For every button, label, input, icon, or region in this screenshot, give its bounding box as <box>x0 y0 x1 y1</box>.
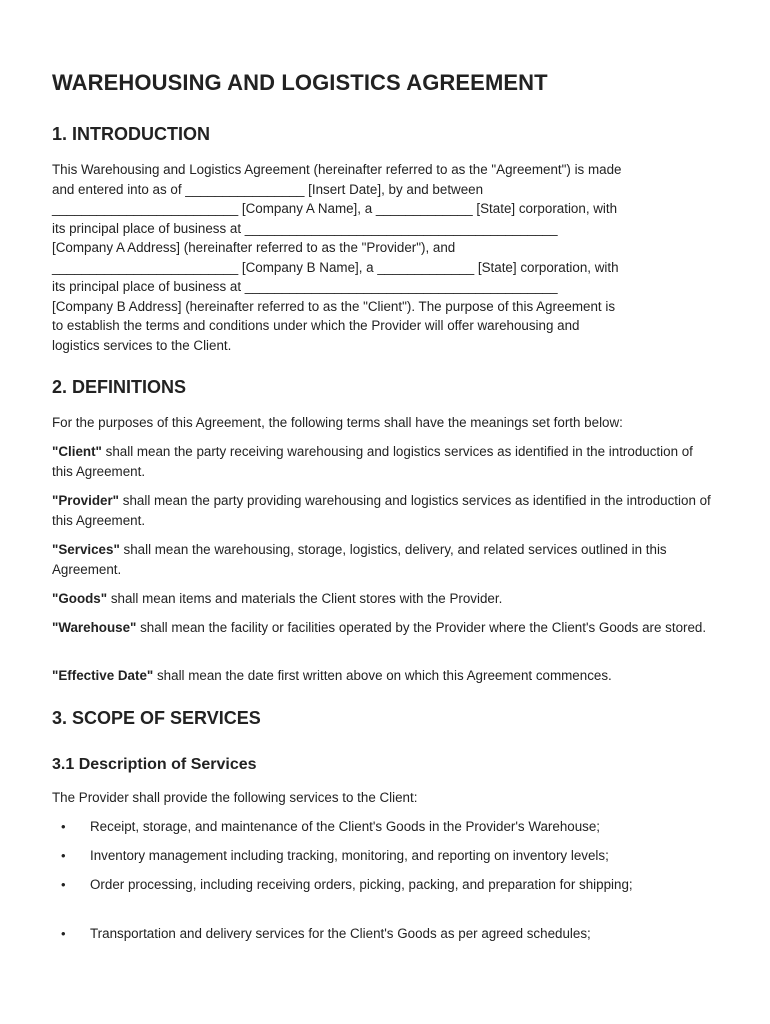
section-heading-scope: 3. SCOPE OF SERVICES <box>52 708 261 728</box>
list-item-text: Transportation and delivery services for the Client's Goods as per agreed schedules; <box>90 926 591 941</box>
introduction-line: [Company B Address] (hereinafter referred to as the "Client"). The purpose of this Agreement is <box>52 298 616 314</box>
services-intro: The Provider shall provide the following services to the Client: <box>52 790 418 805</box>
definition-text: shall mean the warehousing, storage, logistics, delivery, and related services outlined in this Agreement. <box>52 542 667 577</box>
bullet-icon: • <box>61 877 66 892</box>
definition-text: shall mean the facility or facilities operated by the Provider where the Client's Goods are stored. <box>136 620 707 635</box>
definition-term: "Warehouse" <box>52 620 137 635</box>
introduction-line: _________________________ [Company A Name], a _____________ [State] corporation, with <box>52 201 618 216</box>
bullet-icon: • <box>61 926 66 941</box>
list-item-text: Inventory management including tracking, monitoring, and reporting on inventory levels; <box>90 848 609 863</box>
introduction-line: logistics services to the Client. <box>52 337 232 353</box>
definition-term: "Services" <box>52 542 120 557</box>
definition-client <box>52 442 716 481</box>
definition-warehouse <box>52 618 716 638</box>
introduction-paragraph <box>52 160 718 355</box>
list-item-text: Receipt, storage, and maintenance of the Client's Goods in the Provider's Warehouse; <box>90 819 601 834</box>
list-item-text: Order processing, including receiving orders, picking, packing, and preparation for shipping; <box>90 877 633 892</box>
introduction-line: its principal place of business at __________________________________________ <box>52 279 558 294</box>
definition-term: "Effective Date" <box>52 668 154 683</box>
definition-effective-date <box>52 666 716 686</box>
definition-term: "Provider" <box>52 493 120 508</box>
introduction-line: and entered into as of ________________ [Insert Date], by and between <box>52 181 484 197</box>
definition-goods <box>52 589 716 609</box>
subsection-heading-description: 3.1 Description of Services <box>52 756 257 773</box>
introduction-line: [Company A Address] (hereinafter referred to as the "Provider"), and <box>52 240 456 255</box>
definition-services <box>52 540 716 579</box>
bullet-icon: • <box>61 848 66 863</box>
definitions-intro: For the purposes of this Agreement, the following terms shall have the meanings set forth below: <box>52 415 623 430</box>
document-title: WAREHOUSING AND LOGISTICS AGREEMENT <box>52 70 548 95</box>
definition-text: shall mean the date first written above on which this Agreement commences. <box>153 668 612 683</box>
definition-text: shall mean the party receiving warehousing and logistics services as identified in the introduction of this Agreement. <box>52 444 693 479</box>
section-heading-definitions: 2. DEFINITIONS <box>52 377 187 397</box>
definition-term: "Goods" <box>52 591 108 606</box>
definition-term: "Client" <box>52 444 102 459</box>
definition-text: shall mean items and materials the Client stores with the Provider. <box>107 591 503 606</box>
section-heading-introduction: 1. INTRODUCTION <box>52 124 211 144</box>
introduction-line: _________________________ [Company B Name], a _____________ [State] corporation, with <box>52 259 619 275</box>
introduction-line: to establish the terms and conditions under which the Provider will offer warehousing and <box>52 318 580 333</box>
introduction-line: its principal place of business at __________________________________________ <box>52 220 558 236</box>
bullet-icon: • <box>61 819 66 834</box>
definition-provider <box>52 491 716 530</box>
introduction-line: This Warehousing and Logistics Agreement (hereinafter referred to as the "Agreement") is made <box>52 162 622 177</box>
definition-text: shall mean the party providing warehousing and logistics services as identified in the introduction of this Agreement. <box>52 493 711 528</box>
